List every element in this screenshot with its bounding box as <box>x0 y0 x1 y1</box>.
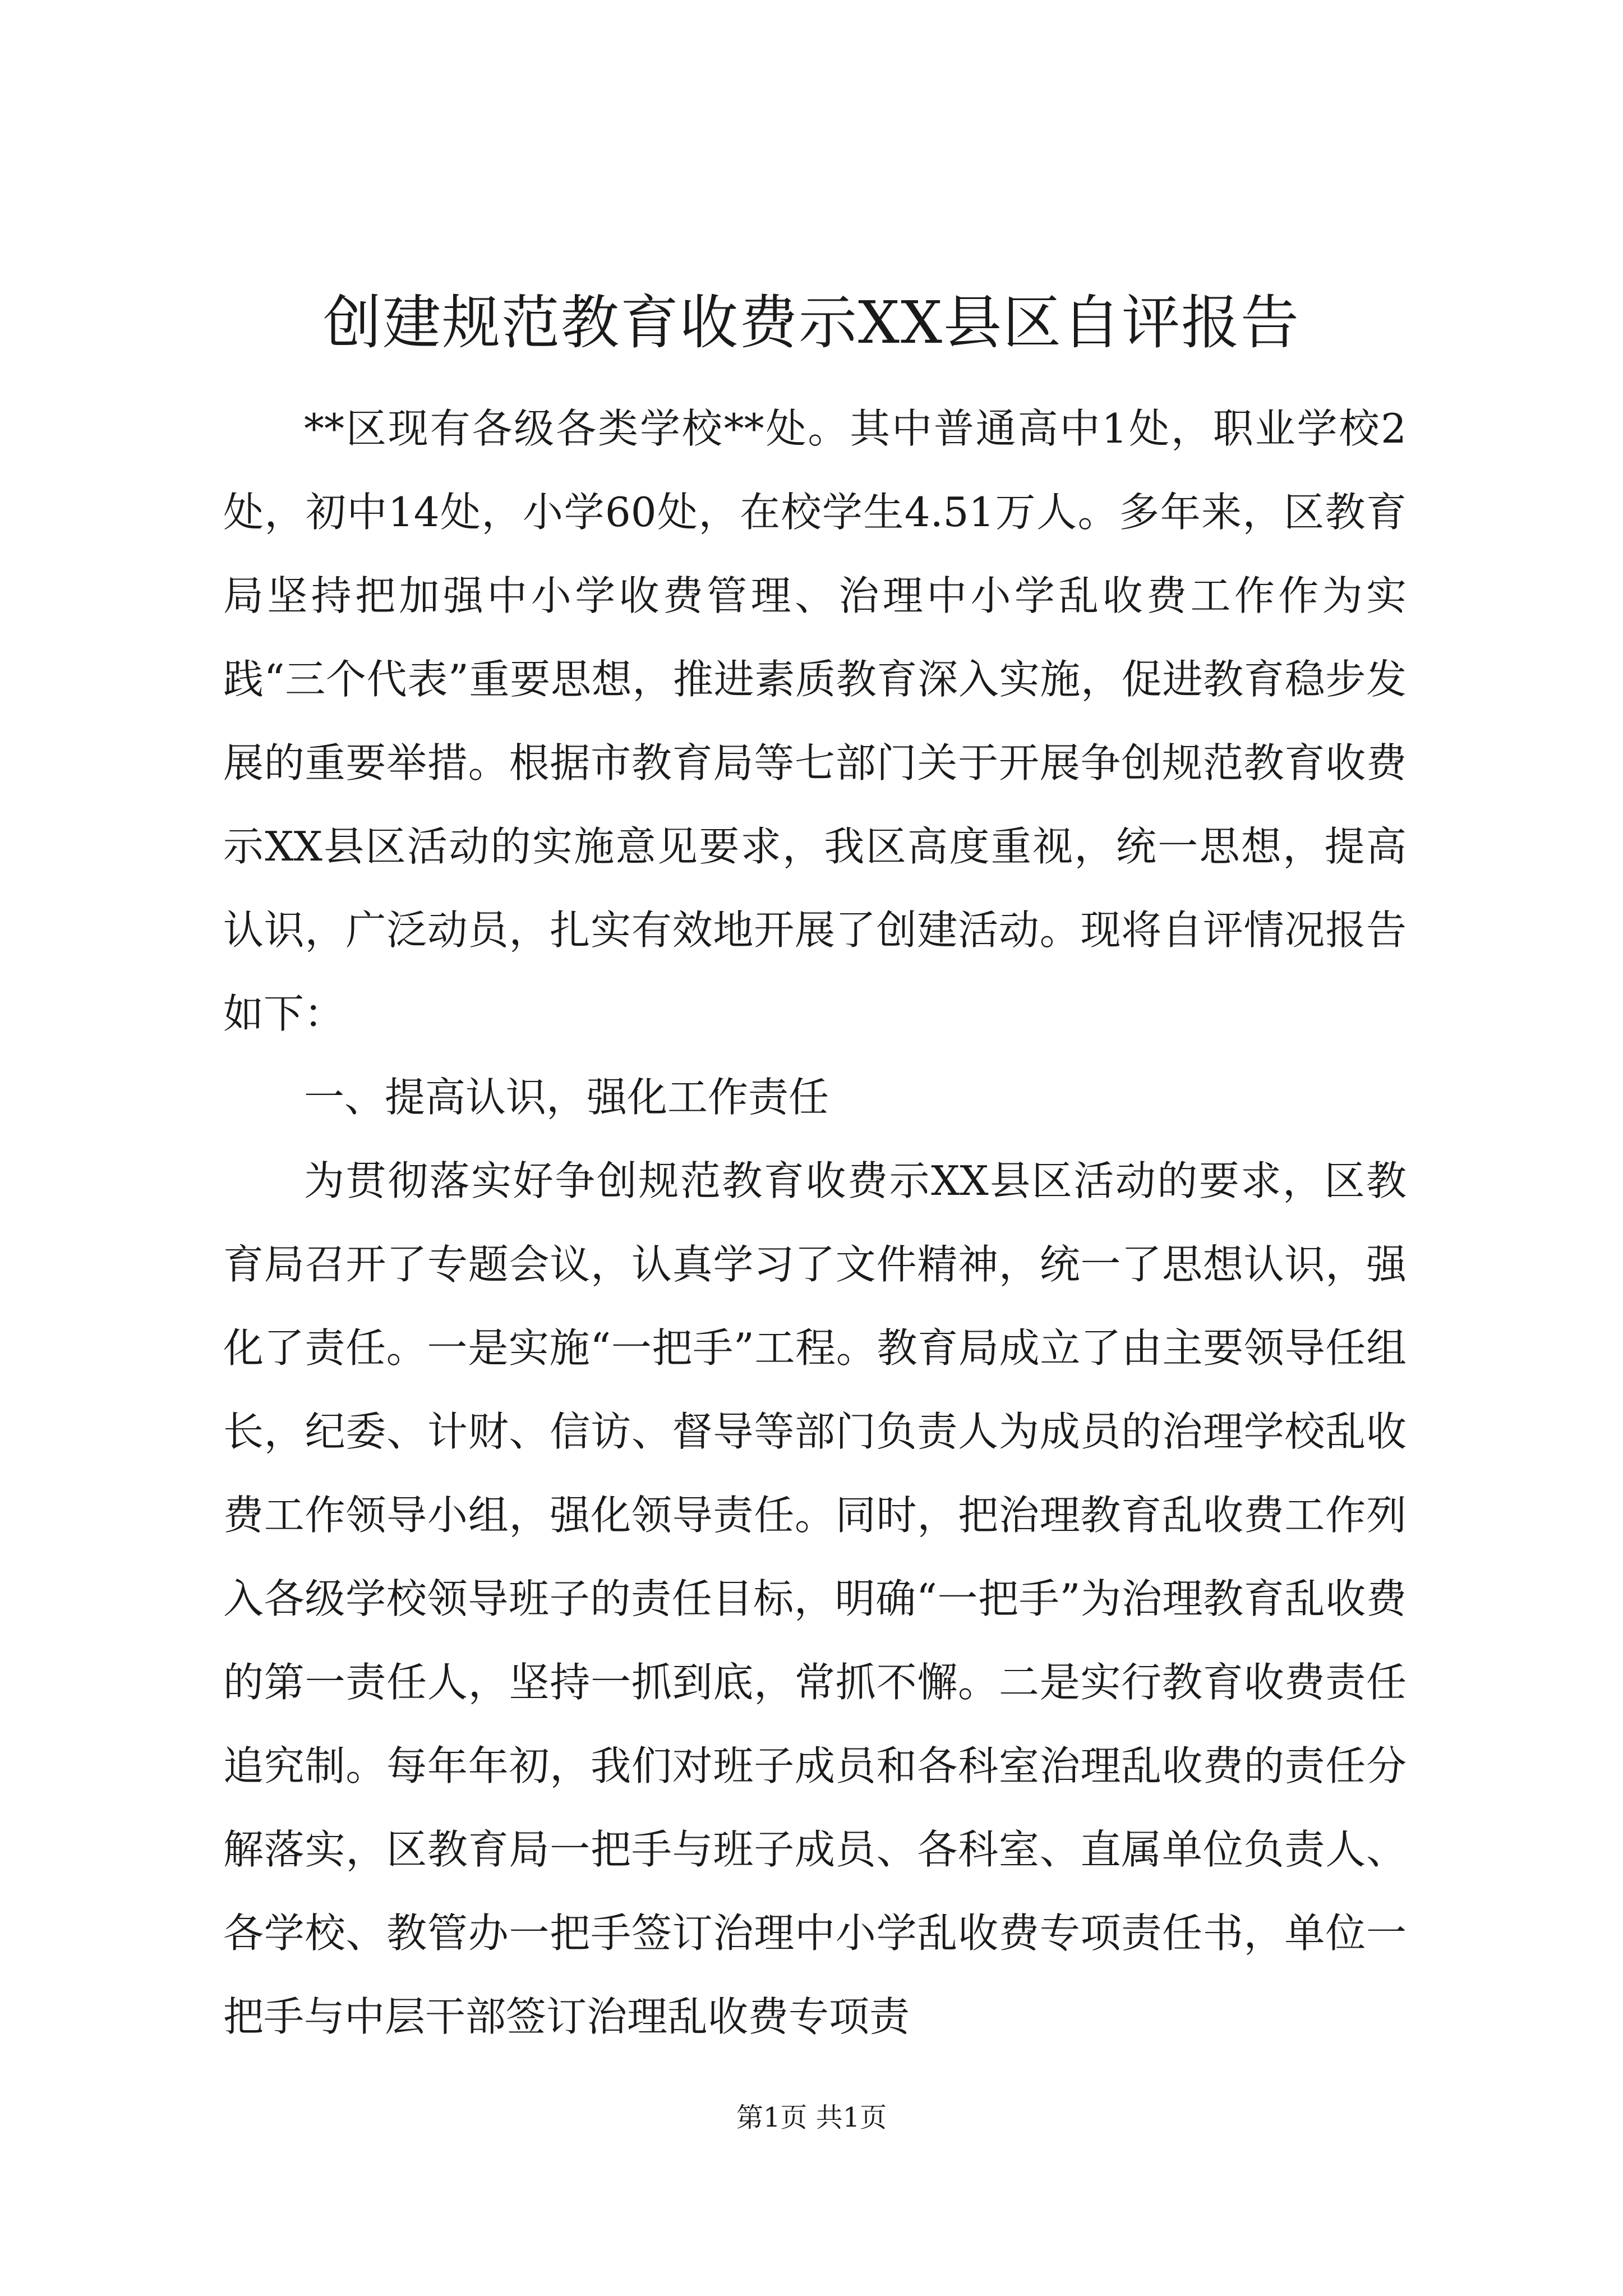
page-footer: 第1页 共1页 <box>736 2102 887 2133</box>
body-paragraph: 为贯彻落实好争创规范教育收费示XX县区活动的要求，区教育局召开了专题会议，认真学习了文件精神，统一了思想认识，强化了责任。一是实施“一把手”工程。教育局成立了由主要领导任组长，纪委、计财、信访、督导等部门负责人为成员的治理学校乱收费工作领导小组，强化领导责任。同时，把治理教育乱收费工作列入各级学校领导班子的责任目标，明确“一把手”为治理教育乱收费的第一责任人，坚持一抓到底，常抓不懈。二是实行教育收费责任追究制。每年年初，我们对班子成员和各科室治理乱收费的责任分解落实，区教育局一把手与班子成员、各科室、直属单位负责人、各学校、教管办一把手签订治理中小学乱收费专项责任书，单位一把手与中层干部签订治理乱收费专项责 <box>223 1157 1407 2040</box>
section-heading: 一、提高认识，强化工作责任 <box>304 1074 829 1121</box>
intro-paragraph: **区现有各级各类学校**处。其中普通高中1处，职业学校2处，初中14处，小学60处，在校学生4.51万人。多年来，区教育局坚持把加强中小学收费管理、治理中小学乱收费工作作为实践“三个代表”重要思想，推进素质教育深入实施，促进教育稳步发展的重要举措。根据市教育局等七部门关于开展争创规范教育收费示XX县区活动的实施意见要求，我区高度重视，统一思想，提高认识，广泛动员，扎实有效地开展了创建活动。现将自评情况报告如下： <box>223 405 1407 1037</box>
document-title: 创建规范教育收费示XX县区自评报告 <box>322 288 1301 357</box>
document-body <box>223 387 1407 2059</box>
